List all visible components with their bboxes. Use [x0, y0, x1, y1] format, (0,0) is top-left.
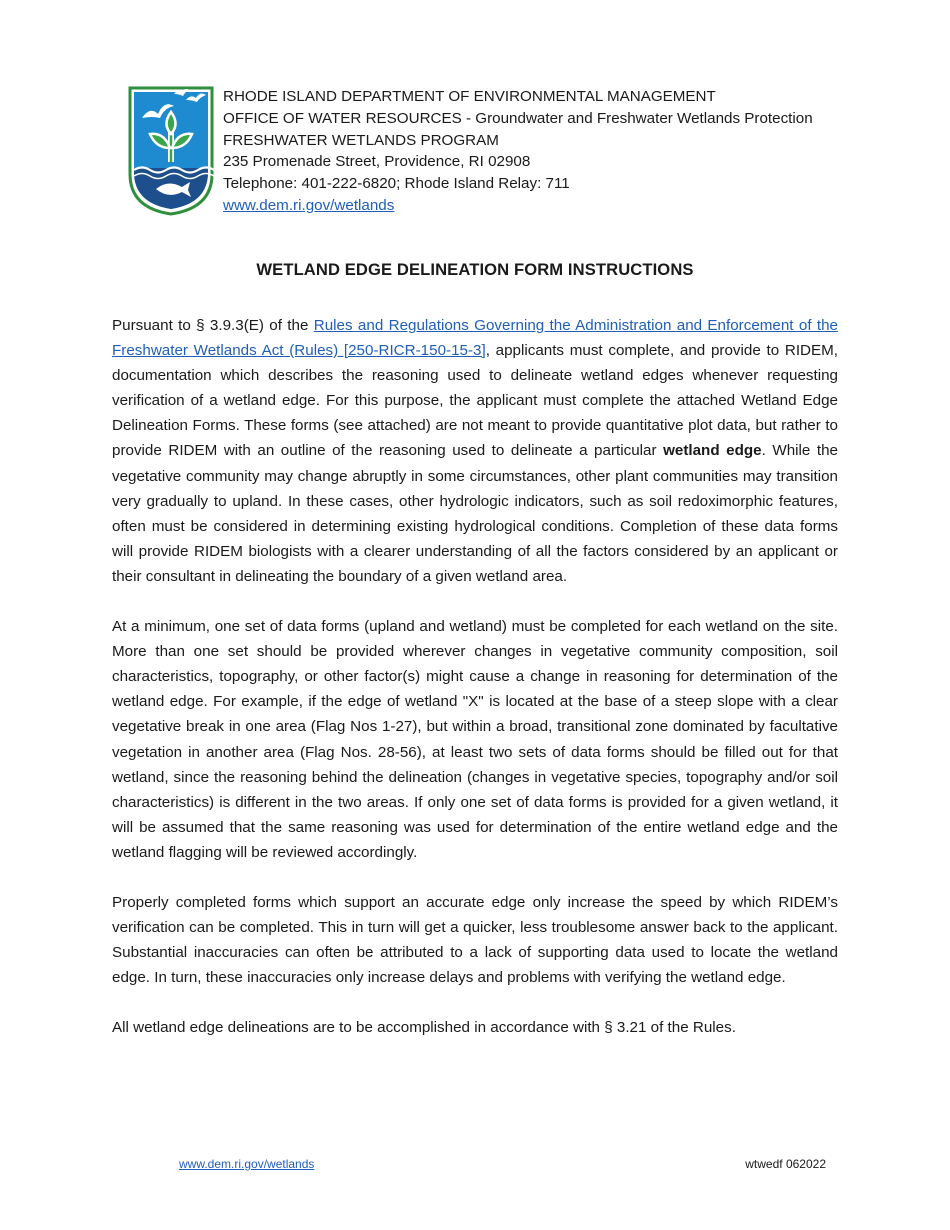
paragraph-4: All wetland edge delineations are to be accomplished in accordance with § 3.21 of the Rules. — [112, 1019, 736, 1037]
letterhead — [128, 86, 868, 218]
page-title: WETLAND EDGE DELINEATION FORM INSTRUCTIONS — [256, 260, 694, 279]
rules-link[interactable]: Rules and Regulations Governing the Administration and Enforcement of the Freshwater Wetlands Act (Rules) [250-RICR-150-15-3] — [112, 317, 838, 360]
p1-text-start: Pursuant to § 3.9.3(E) of the — [112, 317, 314, 334]
telephone: Telephone: 401-222-6820; Rhode Island Relay: 711 — [223, 175, 570, 193]
ri-dem-shield-logo-icon — [128, 86, 214, 216]
p1-bold-term: wetland edge — [663, 442, 762, 460]
address: 235 Promenade Street, Providence, RI 02908 — [223, 153, 531, 171]
p1-text-end: . While the vegetative community may change abruptly in some circumstances, other plant communities may transition very gradually to upland. In these cases, other hydrologic indicators, such as soil redoximorphic features, often must be considered in determining existing hydrological conditions. Completion of these data forms will provide RIDEM biologists with a clearer understanding of all the factors considered by an applicant or their consultant in delineating the boundary of a given wetland area. — [112, 442, 838, 585]
paragraph-3: Properly completed forms which support an accurate edge only increase the speed by which RIDEM’s verification can be completed. This in turn will get a quicker, less troublesome answer back to the applicant. Substantial inaccuracies can often be attributed to a lack of supporting data used to locate the wetland edge. In turn, these inaccuracies only increase delays and problems with verifying the wetland edge. — [112, 893, 838, 987]
instructions-body — [112, 313, 838, 1065]
p1-text-middle: , applicants must complete, and provide to RIDEM, documentation which describes the reasoning used to delineate wetland edges whenever requesting verification of a wetland edge. For this purpose, the applicant must complete the attached Wetland Edge Delineation Forms. These forms (see attached) are not meant to provide quantitative plot data, but rather to provide RIDEM with an outline of the reasoning used to delineate a particular — [112, 342, 839, 460]
form-code: wtwedf 062022 — [745, 1157, 826, 1171]
paragraph-1 — [112, 313, 838, 589]
program-name: FRESHWATER WETLANDS PROGRAM — [223, 131, 499, 149]
office-name: OFFICE OF WATER RESOURCES - Groundwater and Freshwater Wetlands Protection — [223, 109, 813, 127]
department-name: RHODE ISLAND DEPARTMENT OF ENVIRONMENTAL MANAGEMENT — [223, 88, 716, 105]
paragraph-2: At a minimum, one set of data forms (upland and wetland) must be completed for each wetland on the site. More than one set should be provided wherever changes in vegetative community composition, soil characteristics, topography, or other factor(s) might cause a change in reasoning for determination of the wetland edge. For example, if the edge of wetland "X" is located at the base of a steep slope with a clear vegetative break in one area (Flag Nos 1-27), but within a broad, transitional zone dominated by facultative vegetation in another area (Flag Nos. 28-56), at least two sets of data forms should be filled out for that wetland, since the reasoning behind the delineation (changes in vegetative species, topography and/or soil characteristics) is different in the two areas. If only one set of data forms is provided for a given wetland, it will be assumed that the same reasoning was used for determination of the entire wetland edge and the wetland flagging will be reviewed accordingly. — [112, 618, 838, 861]
organization-block — [223, 86, 813, 217]
header-website-link[interactable]: www.dem.ri.gov/wetlands — [223, 196, 395, 214]
footer-website-link[interactable]: www.dem.ri.gov/wetlands — [179, 1157, 315, 1171]
